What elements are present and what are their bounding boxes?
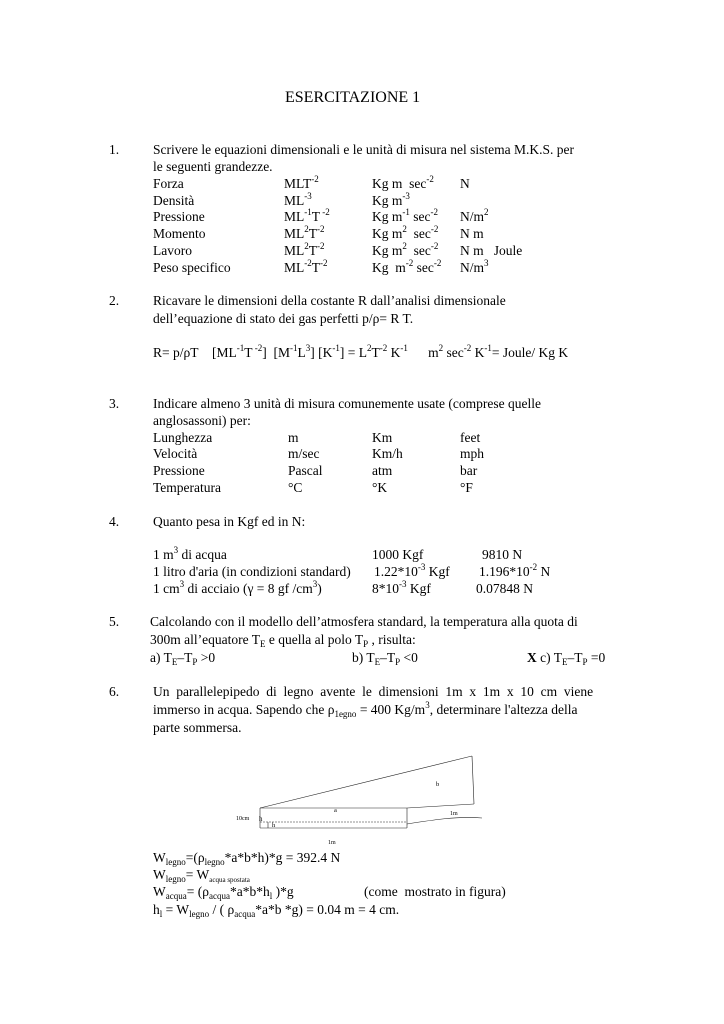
- q1-row-name: Peso specifico: [153, 260, 231, 275]
- figure-label-h: h: [259, 815, 263, 823]
- q3-text-line1: Indicare almeno 3 unità di misura comunemente usate (comprese quelle: [153, 396, 541, 411]
- q1-row-si-unit: $N/m^3$: [460, 258, 489, 275]
- q3-cell: Velocità: [153, 446, 198, 461]
- q1-row-dimension: $ML^2T^{-2}$: [284, 224, 325, 241]
- q6-number: 6.: [109, 684, 120, 699]
- q1-row-si-unit: N: [460, 176, 470, 191]
- q1-row-dimension: $ML^{-3}$: [284, 191, 312, 208]
- figure-label-hl: h: [272, 822, 276, 829]
- q3-cell: m/sec: [288, 446, 320, 461]
- q3-cell: °K: [372, 480, 388, 495]
- q5-option-a: a) $T_E-T_P >0$: [150, 650, 216, 667]
- q1-row-dimension: $ML^{-2}T^{-2}$: [284, 258, 328, 275]
- q5-answer-mark: X: [527, 650, 537, 665]
- q2-number: 2.: [109, 293, 120, 308]
- figure-label-10cm: 10cm: [236, 816, 250, 822]
- q2-text-line2: dell’equazione di stato dei gas perfetti p/ρ= R T.: [153, 311, 414, 326]
- q5-number: 5.: [109, 614, 120, 629]
- q3-cell: Km: [372, 430, 393, 445]
- q1-row-dimension: $ML^{-1}T$ $^{-2}$: [284, 207, 330, 224]
- q4-row-kgf: $8*10^{-3}$ Kgf: [372, 579, 431, 596]
- q4-row-kgf: $1.22*10^{-3}$ Kgf: [374, 562, 450, 579]
- q6-solution-line4: $h_l = W_{legno}$ / ( $\rho_{acqua}*a*b$ *g) = 0.04 m = 4 cm.: [153, 902, 400, 919]
- q1-row-name: Forza: [153, 176, 184, 191]
- q1-row-si-unit: N m: [460, 226, 484, 241]
- q3-cell: Pressione: [153, 463, 205, 478]
- q3-text-line2: anglosassoni) per:: [153, 413, 251, 428]
- q1-row-name: Densità: [153, 193, 195, 208]
- q5-text-line2: 300m all’equatore $T_E$ e quella al polo $T_P$ , risulta:: [150, 632, 416, 649]
- q1-row-si-unit: $N/m^2$: [460, 207, 489, 224]
- q5-option-b: b) $T_E-T_P <0$: [352, 650, 418, 667]
- q6-solution-line2: $W_{legno}= W_{acqua spostata}$: [153, 867, 250, 884]
- q1-row-unit: Kg $m^{-2}$ $\sec^{-2}$: [372, 258, 442, 275]
- q3-cell: Km/h: [372, 446, 403, 461]
- figure-label-a: a: [334, 807, 337, 814]
- figure-label-1m-right: 1m: [450, 811, 458, 817]
- figure-label-b: b: [436, 781, 440, 788]
- q4-text-line1: Quanto pesa in Kgf ed in N:: [153, 514, 306, 529]
- q1-text-line1: Scrivere le equazioni dimensionali e le unità di misura nel sistema M.K.S. per: [153, 142, 575, 157]
- q3-cell: atm: [372, 463, 393, 478]
- q4-row-kgf: 1000 Kgf: [372, 547, 424, 562]
- q3-cell: °F: [460, 480, 473, 495]
- q3-cell: Temperatura: [153, 480, 222, 495]
- q6-solution-line1: $W_{legno}=(\rho_{legno}*a*b*h)*g = 392.4$ N: [153, 850, 341, 867]
- q5-text-line1: Calcolando con il modello dell’atmosfera standard, la temperatura alla quota di: [150, 614, 578, 629]
- q5-option-c: X c) $T_E-T_P =0$: [527, 650, 606, 667]
- q1-row-dimension: $ML^2T^{-2}$: [284, 241, 325, 258]
- q4-row-newton: $1.196*10^{-2}$ N: [479, 562, 551, 579]
- q3-cell: Pascal: [288, 463, 323, 478]
- q2-answer: R= p/ρT [$ML^{-1}T$ $^{-2}$] $[M^{-1}L^3] [K^{-1}] = L^2T^{-2}$ $K^{-1}$ $m^2$ $\sec^{-2} K^{-1}=$ Joule/ Kg K: [153, 343, 569, 360]
- q4-row-newton: 0.07848 N: [476, 581, 533, 596]
- q3-cell: bar: [460, 463, 478, 478]
- q1-row-unit: Kg m $\sec^{-2}$: [372, 174, 434, 191]
- q6-text-line2: immerso in acqua. Sapendo che $\rho_{1egno} = 400$ $Kg/m^3$, determinare l'altezza della: [153, 700, 578, 719]
- q4-row-subject: 1 $cm^3$ di acciaio (γ = 8 gf $/cm^3$): [153, 579, 322, 596]
- q1-row-unit: Kg $m^2$ $\sec^{-2}$: [372, 224, 439, 241]
- parallelepiped-figure: [232, 752, 512, 852]
- q3-number: 3.: [109, 396, 120, 411]
- q4-row-subject: 1 $m^3$ di acqua: [153, 545, 227, 562]
- q1-row-name: Pressione: [153, 209, 205, 224]
- page-title: ESERCITAZIONE 1: [285, 89, 421, 106]
- q1-row-unit: Kg $m^{-1}$ $\sec^{-2}$: [372, 207, 438, 224]
- q3-cell: m: [288, 430, 299, 445]
- q1-text-line2: le seguenti grandezze.: [153, 159, 273, 174]
- figure-label-1m-bottom: 1m: [328, 840, 336, 846]
- q1-number: 1.: [109, 142, 120, 157]
- q3-cell: feet: [460, 430, 481, 445]
- q3-cell: Lunghezza: [153, 430, 213, 445]
- q1-row-unit: Kg $m^2$ $\sec^{-2}$: [372, 241, 439, 258]
- q3-cell: °C: [288, 480, 303, 495]
- q1-row-unit: Kg $m^{-3}$: [372, 191, 410, 208]
- q3-cell: mph: [460, 446, 485, 461]
- q4-number: 4.: [109, 514, 120, 529]
- q6-solution-line3: $W_{acqua}= (\rho_{acqua}*a*b*h_l$ )*g: [153, 884, 294, 901]
- q6-text-line3: parte sommersa.: [153, 720, 242, 735]
- q6-text-line1: Un parallelepipedo di legno avente le dimensioni 1m x 1m x 10 cm viene: [153, 684, 594, 699]
- q4-row-subject: 1 litro d'aria (in condizioni standard): [153, 564, 351, 579]
- q1-row-dimension: $MLT^{-2}$: [284, 174, 319, 191]
- q1-row-si-unit: N m Joule: [460, 243, 523, 258]
- q2-text-line1: Ricavare le dimensioni della costante R dall’analisi dimensionale: [153, 293, 506, 308]
- q1-row-name: Lavoro: [153, 243, 192, 258]
- q1-row-name: Momento: [153, 226, 206, 241]
- q6-solution-annotation: (come mostrato in figura): [364, 884, 506, 899]
- q4-row-newton: 9810 N: [482, 547, 523, 562]
